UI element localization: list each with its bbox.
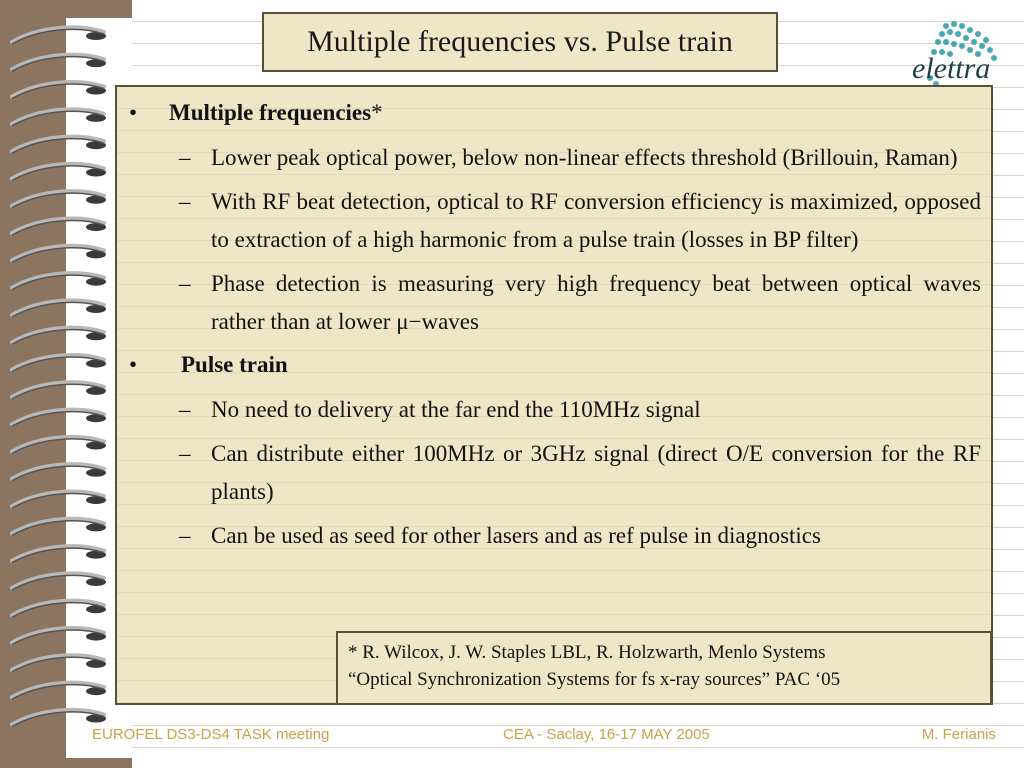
- binding-ring-icon: [12, 300, 106, 317]
- sub-item-text: With RF beat detection, optical to RF conversion efficiency is maximized, opposed to extraction of a high harmonic from a pulse train (losses in BP filter): [211, 189, 981, 252]
- sub-item-text: Can distribute either 100MHz or 3GHz signal (direct O/E conversion for the RF plants): [211, 441, 981, 504]
- binding-ring-icon: [12, 137, 106, 154]
- sub-item-text: Can be used as seed for other lasers and as ref pulse in diagnostics: [211, 523, 821, 548]
- logo-wordmark: elettra: [912, 52, 991, 85]
- binding-ring-icon: [12, 246, 106, 263]
- bullet-pulse-train: [129, 346, 981, 384]
- binding-ring-icon: [12, 55, 106, 72]
- dash-marker: –: [179, 144, 191, 170]
- reference-footnote: [336, 631, 992, 705]
- sub-item: [129, 391, 981, 429]
- binding-ring-icon: [12, 273, 106, 290]
- sub-item-text: Lower peak optical power, below non-linear effects threshold (Brillouin, Raman): [211, 144, 958, 170]
- sub-item: [129, 435, 981, 510]
- binding-ring-icon: [12, 628, 106, 645]
- binding-ring-icon: [12, 683, 106, 700]
- sub-item: [129, 517, 981, 555]
- binding-ring-icon: [12, 492, 106, 509]
- binding-ring-icon: [12, 382, 106, 399]
- sub-item: [129, 265, 981, 340]
- binding-ring-icon: [12, 164, 106, 181]
- binding-ring-icon: [12, 546, 106, 563]
- sub-item: [129, 183, 981, 258]
- bullet-heading: Pulse train: [181, 352, 288, 377]
- binding-ring-icon: [12, 27, 106, 44]
- dash-marker: –: [179, 523, 191, 548]
- binding-ring-icon: [12, 710, 106, 727]
- sub-item: [129, 139, 981, 177]
- footer-date-location: CEA - Saclay, 16-17 MAY 2005: [503, 726, 710, 743]
- bullet-list: [129, 93, 981, 555]
- bullet-multiple-frequencies: [129, 94, 981, 132]
- bullet-marker: •: [129, 352, 138, 377]
- binding-ring-icon: [12, 191, 106, 208]
- binding-ring-icon: [12, 410, 106, 427]
- binding-ring-icon: [12, 519, 106, 536]
- bullet-heading: Multiple frequencies: [169, 100, 372, 125]
- binding-ring-icon: [12, 655, 106, 672]
- footnote-mark: *: [371, 100, 383, 125]
- dash-marker: –: [179, 441, 191, 466]
- binding-ring-icon: [12, 573, 106, 590]
- slide-title: Multiple frequencies vs. Pulse train: [262, 12, 778, 72]
- bullet-marker: •: [129, 100, 138, 125]
- binding-ring-icon: [12, 109, 106, 126]
- binding-ring-icon: [12, 355, 106, 372]
- dash-marker: –: [179, 396, 191, 422]
- binding-ring-icon: [12, 219, 106, 236]
- footer-author: M. Ferianis: [921, 726, 996, 743]
- binding-ring-icon: [12, 601, 106, 618]
- footer-meeting: EUROFEL DS3-DS4 TASK meeting: [92, 726, 330, 743]
- binding-ring-icon: [12, 328, 106, 345]
- spiral-binding-icon: [0, 0, 132, 768]
- binding-ring-icon: [12, 82, 106, 99]
- binding-ring-icon: [12, 464, 106, 481]
- sub-item-text: No need to delivery at the far end the 110MHz signal: [211, 396, 701, 422]
- binding-ring-icon: [12, 437, 106, 454]
- footnote-line: * R. Wilcox, J. W. Staples LBL, R. Holzwarth, Menlo Systems: [348, 642, 826, 663]
- footnote-line: “Optical Synchronization Systems for fs x-ray sources” PAC ‘05: [348, 669, 841, 690]
- dash-marker: –: [179, 189, 191, 214]
- sub-item-text: Phase detection is measuring very high frequency beat between optical waves rather than at lower μ−waves: [211, 271, 981, 334]
- content-panel: [115, 85, 993, 705]
- dash-marker: –: [179, 271, 191, 296]
